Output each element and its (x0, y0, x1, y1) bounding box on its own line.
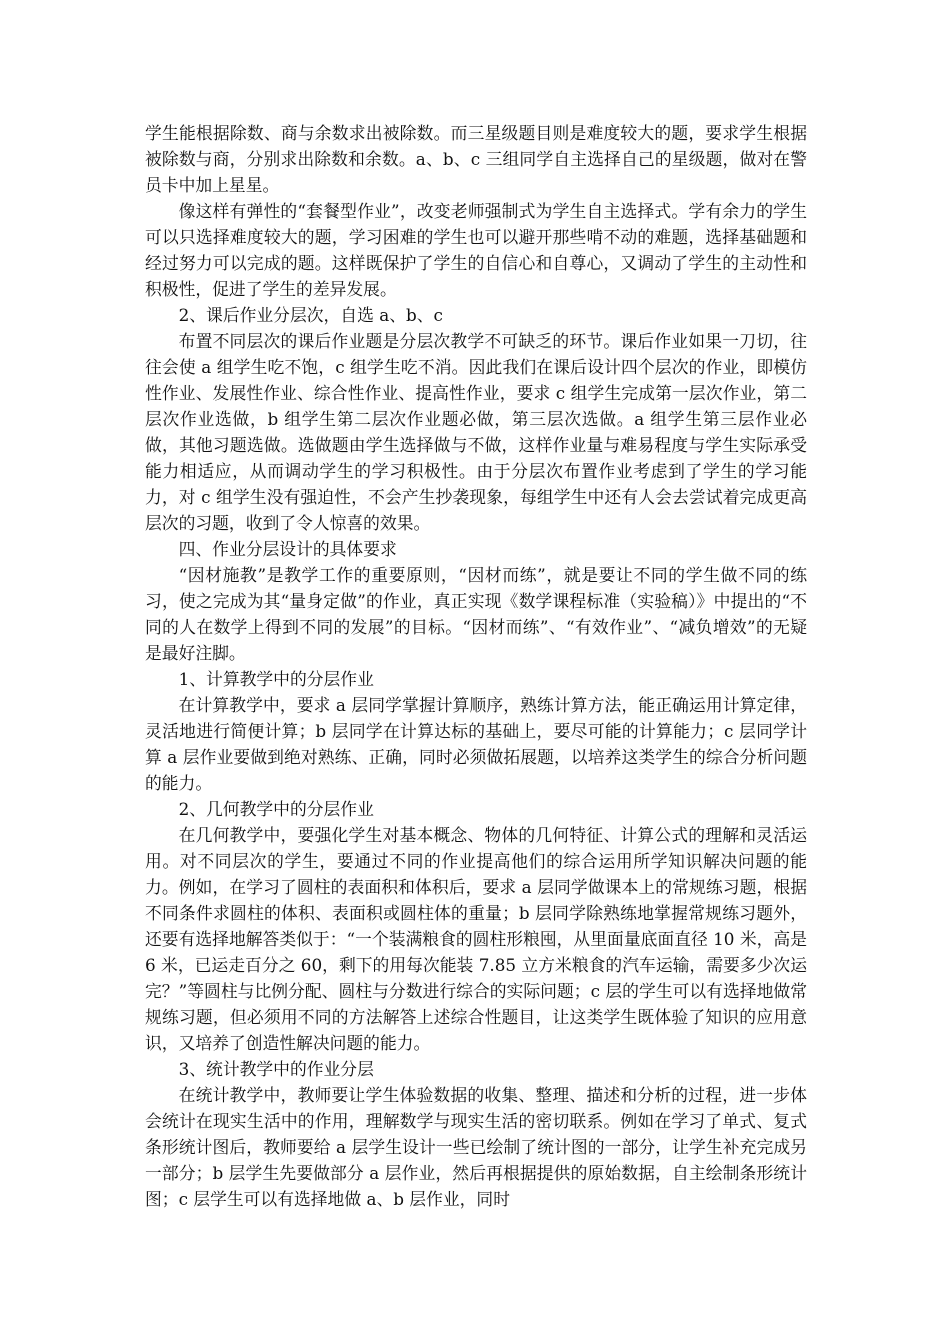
paragraph-geometry-teaching: 在几何教学中，要强化学生对基本概念、物体的几何特征、计算公式的理解和灵活运用。对不同层次的学生，要通过不同的作业提高他们的综合运用所学知识解决问题的能力。例如，在学习了圆柱的表面积和体积后，要求 a 层同学做课本上的常规练习题，根据不同条件求圆柱的体积、表面积或圆柱体的重量；b 层同学除熟练地掌握常规练习题外，还要有选择地解答类似于：“一个装满粮食的圆柱形粮囤，从里面量底面直径 10 米，高是 6 米，已运走百分之 60，剩下的用每次能装 7.85 立方米粮食的汽车运输，需要多少次运完？”等圆柱与比例分配、圆柱与分数进行综合的实际问题；c 层的学生可以有选择地做常规练习题，但必须用不同的方法解答上述综合性题目，让这类学生既体验了知识的应用意识，又培养了创造性解决问题的能力。 (145, 825, 807, 1053)
document-page (145, 120, 807, 1212)
heading-section-four: 四、作业分层设计的具体要求 (178, 539, 397, 559)
heading-statistics-teaching: 3、统计教学中的作业分层 (178, 1059, 374, 1079)
heading-geometry-teaching: 2、几何教学中的分层作业 (178, 799, 374, 819)
heading-after-class-homework: 2、课后作业分层次，自选 a、b、c (178, 305, 443, 325)
paragraph-calculation-teaching: 在计算教学中，要求 a 层同学掌握计算顺序，熟练计算方法，能正确运用计算定律，灵活地进行简便计算；b 层同学在计算达标的基础上，要尽可能的计算能力；c 层同学计算 a 层作业要做到绝对熟练、正确，同时必须做拓展题，以培养这类学生的综合分析问题的能力。 (145, 695, 807, 793)
heading-calculation-teaching: 1、计算教学中的分层作业 (178, 669, 374, 689)
paragraph-after-class-homework: 布置不同层次的课后作业题是分层次教学不可缺乏的环节。课后作业如果一刀切，往往会使 a 组学生吃不饱，c 组学生吃不消。因此我们在课后设计四个层次的作业，即模仿性作业、发展性作业、综合性作业、提高性作业，要求 c 组学生完成第一层次作业，第二层次作业选做，b 组学生第二层次作业题必做，第三层次选做。a 组学生第三层作业必做，其他习题选做。选做题由学生选择做与不做，这样作业量与难易程度与学生实际承受能力相适应，从而调动学生的学习积极性。由于分层次布置作业考虑到了学生的学习能力，对 c 组学生没有强迫性，不会产生抄袭现象，每组学生中还有人会去尝试着完成更高层次的习题，收到了令人惊喜的效果。 (145, 331, 807, 533)
paragraph-flexible-homework: 像这样有弹性的“套餐型作业”，改变老师强制式为学生自主选择式。学有余力的学生可以只选择难度较大的题，学习困难的学生也可以避开那些啃不动的难题，选择基础题和经过努力可以完成的题。这样既保护了学生的自信心和自尊心，又调动了学生的主动性和积极性，促进了学生的差异发展。 (145, 201, 807, 299)
paragraph-continued: 学生能根据除数、商与余数求出被除数。而三星级题目则是难度较大的题，要求学生根据被除数与商，分别求出除数和余数。a、b、c 三组同学自主选择自己的星级题，做对在警员卡中加上星星。 (145, 123, 807, 195)
paragraph-statistics-teaching: 在统计教学中，教师要让学生体验数据的收集、整理、描述和分析的过程，进一步体会统计在现实生活中的作用，理解数学与现实生活的密切联系。例如在学习了单式、复式条形统计图后，教师要给 a 层学生设计一些已绘制了统计图的一部分，让学生补充完成另一部分；b 层学生先要做部分 a 层作业，然后再根据提供的原始数据，自主绘制条形统计图；c 层学生可以有选择地做 a、b 层作业，同时 (145, 1085, 807, 1209)
paragraph-teaching-principle: “因材施教”是教学工作的重要原则，“因材而练”，就是要让不同的学生做不同的练习，使之完成为其“量身定做”的作业，真正实现《数学课程标准（实验稿）》中提出的“不同的人在数学上得到不同的发展”的目标。“因材而练”、“有效作业”、“减负增效”的无疑是最好注脚。 (145, 565, 807, 663)
